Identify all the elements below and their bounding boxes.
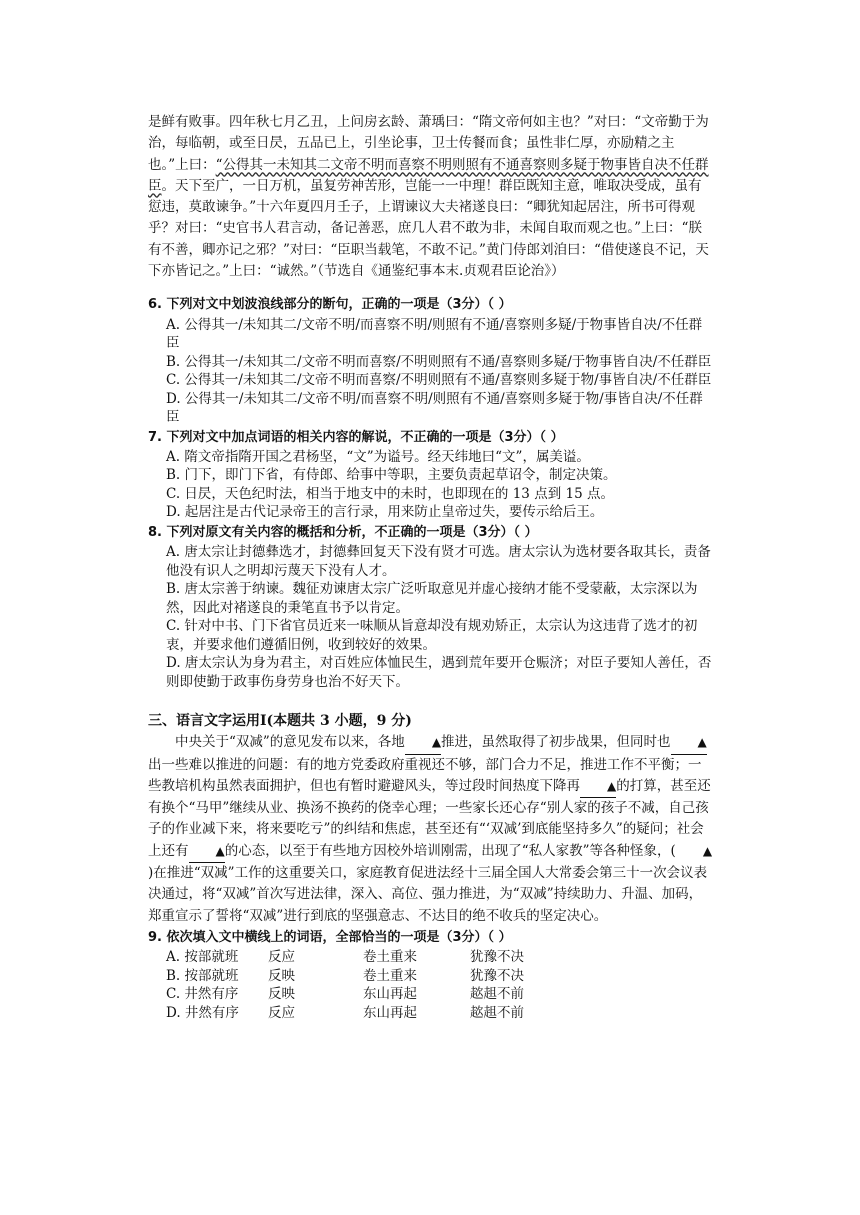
passage2-text-5: 的心态，以至于有些地方因校外培训刚需，出现了“私人家教”等各种怪象，( — [224, 842, 676, 859]
passage2-text-3: 出一些难以推进的问题：有的地方党委政府重视还不够，部门合力不足，推进工作不平衡；一些教培机构虽然表面拥护，但也有暂时避避风头，等过段时间热度下降再 — [148, 756, 702, 794]
passage2-text-6: )在推进“双减”工作的这重要关口，家庭教育促进法经十三届全国人大常委会第三十一次会议表决通过，将“双减”首次写进法律，深入、高位、强力推进，为“双减”持续助力、升温、加码，郑重宣示了誓将“双减”进行到底的坚强意志、不达目的绝不收兵的坚定决心。 — [148, 865, 708, 924]
question-8-option-c: C. 针对中书、门下省官员近来一味顺从旨意却没有规劝矫正，太宗认为这违背了选才的初衷，并要求他们遵循旧例，收到较好的效果。 — [166, 618, 698, 653]
passage2-text-1: 中央关于“双减”的意见发布以来，各地 — [175, 734, 405, 751]
question-9-option-c — [148, 985, 714, 1004]
option-label: C. 井然有序 — [166, 986, 239, 1003]
question-7-option-b: B. 门下，即门下省，有侍郎、给事中等职，主要负责起草诏令，制定决策。 — [166, 467, 617, 484]
option-word: 反应 — [268, 1004, 295, 1021]
option-word: 卷土重来 — [363, 967, 417, 984]
option-word: 趑趄不前 — [470, 986, 524, 1003]
question-6-stem: 6. 下列对文中划波浪线部分的断句，正确的一项是（3分）（ ） — [148, 297, 512, 313]
question-6-option-a: A. 公得其一/未知其二/文帝不明/而喜察不明/则照有不通/喜察则多疑/于物事皆自决/不任群臣 — [166, 316, 703, 352]
option-word: 反映 — [268, 967, 295, 984]
document-page — [148, 112, 714, 1022]
question-8-option-d: D. 唐太宗认为身为君主，对百姓应体恤民生，遇到荒年要开仓赈济；对臣子要知人善任，否则即使勤于政事伤身劳身也治不好天下。 — [166, 655, 712, 690]
question-6-option-d: D. 公得其一/未知其二/文帝不明/而喜察不明/则照有不通/喜察则多疑于物/事皆自决/不任群臣 — [166, 390, 703, 426]
option-word: 趑趄不前 — [470, 1004, 524, 1021]
question-7-stem: 7. 下列对文中加点词语的相关内容的解说，不正确的一项是（3分）（ ） — [148, 429, 564, 445]
blank-3: ▲ — [580, 776, 616, 798]
blank-2: ▲ — [671, 732, 707, 754]
blank-1: ▲ — [405, 732, 441, 754]
option-word: 犹豫不决 — [470, 967, 524, 984]
option-label: A. 按部就班 — [166, 949, 239, 966]
passage-text-1: 是鲜有败事。四年秋七月乙丑，上问房玄龄、萧瑀曰：“隋文帝何如主也？”对曰：“文帝勤于为治，每临朝，或至日昃，五品已上，引坐论事，卫士传餐而食；虽性非仁厚，亦励精之主也。”上曰： — [148, 114, 709, 173]
wavy-underlined-text: “公得其一未知其二文帝不明而喜察不明则照有不通喜察则多疑于物事皆自决不任群臣 — [148, 156, 709, 194]
option-word: 东山再起 — [363, 1004, 417, 1021]
passage-text-2: 。天下至广，一日万机，虽复劳神苦形，岂能一一中理！群臣既知主意，唯取决受成，虽有愆违，莫敢谏争。”十六年夏四月壬子，上谓谏议大夫褚遂良曰：“卿犹知起居注，所书可得观乎？对曰：“史官书人君言动，备记善恶，庶几人君不敢为非，未闻自取而观之也。”上曰：“朕有不善，卿亦记之邪？”对曰：“臣职当载笔，不敢不记。”黄门侍郎刘洎曰：“借使遂良不记，天下亦皆记之。”上曰：“诚然。”（节选自《通鉴纪事本末.贞观君臣论治》） — [148, 177, 709, 280]
modern-passage — [148, 732, 714, 927]
classical-passage — [148, 112, 714, 282]
passage2-text-4: 的打算，甚至还有换个“马甲”继续从业、换汤不换药的侥幸心理；一些家长还心存“别人家的孩子不减，自己孩子的作业减下来，将来要吃亏”的纠结和焦虑，甚至还有“‘双减’到底能坚持多久”的疑问；社会上还有 — [148, 777, 711, 859]
question-6-option-b: B. 公得其一/未知其二/文帝不明而喜察/不明则照有不通/喜察则多疑/于物事皆自决/不任群臣 — [166, 353, 712, 370]
option-word: 犹豫不决 — [470, 949, 524, 966]
question-8-stem: 8. 下列对原文有关内容的概括和分析，不正确的一项是（3分）（ ） — [148, 524, 538, 540]
question-9-stem: 9. 依次填入文中横线上的词语，全部恰当的一项是（3分）（ ） — [148, 929, 512, 945]
blank-4: ▲ — [189, 841, 225, 863]
question-9-option-b — [148, 967, 714, 986]
blank-5: ▲ — [702, 843, 713, 858]
passage2-text-2: 推进，虽然取得了初步战果，但同时也 — [441, 734, 671, 751]
option-word: 卷土重来 — [363, 949, 417, 966]
option-word: 东山再起 — [363, 986, 417, 1003]
question-8-option-b: B. 唐太宗善于纳谏。魏征劝谏唐太宗广泛听取意见并虚心接纳才能不受蒙蔽，太宗深以为然，因此对褚遂良的秉笔直书予以肯定。 — [166, 581, 698, 616]
question-7-option-c: C. 日昃，天色纪时法，相当于地支中的未时，也即现在的 13 点到 15 点。 — [166, 485, 614, 502]
question-8-option-a: A. 唐太宗让封德彝选才，封德彝回复天下没有贤才可选。唐太宗认为选材要各取其长，责备他没有识人之明却污蔑天下没有人才。 — [166, 544, 711, 579]
section-3-title: 三、语言文字运用Ⅰ(本题共 3 小题，9 分) — [148, 713, 412, 730]
option-word: 反映 — [268, 986, 295, 1003]
question-9-option-a — [148, 948, 714, 967]
question-6-option-c: C. 公得其一/未知其二/文帝不明而喜察/不明则照有不通/喜察则多疑于物/事皆自决/不任群臣 — [166, 372, 712, 389]
question-9-option-d — [148, 1004, 714, 1023]
question-7-option-a: A. 隋文帝指隋开国之君杨坚，“文”为谥号。经天纬地曰“文”，属美谥。 — [166, 448, 590, 465]
option-word: 反应 — [268, 949, 295, 966]
option-label: D. 井然有序 — [166, 1004, 239, 1021]
question-7-option-d: D. 起居注是古代记录帝王的言行录，用来防止皇帝过失，要传示给后王。 — [166, 504, 604, 521]
option-label: B. 按部就班 — [166, 967, 239, 984]
